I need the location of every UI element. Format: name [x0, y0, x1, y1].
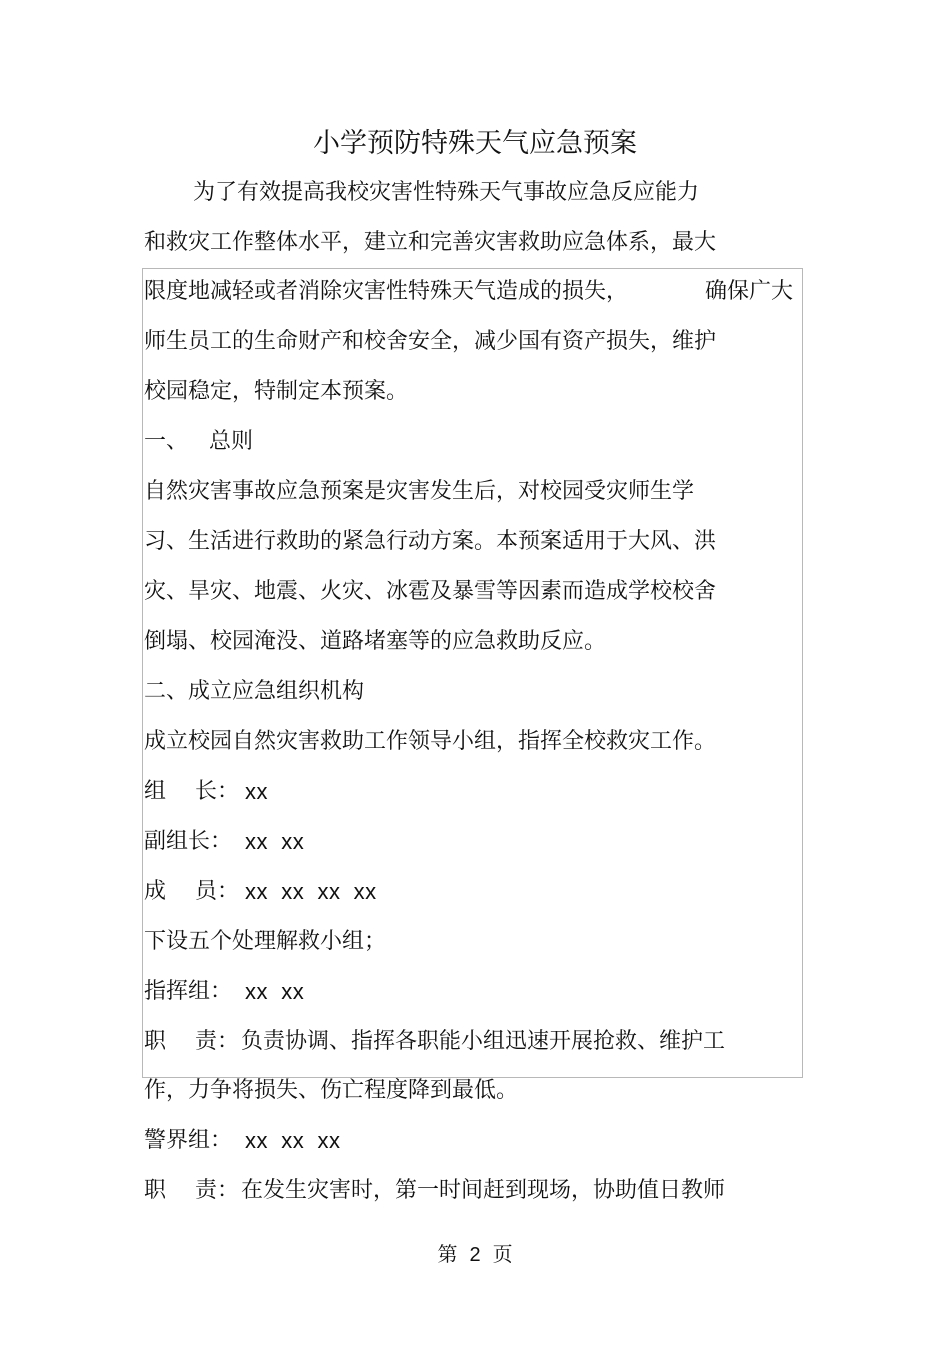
member-value: xx xx xx xx [245, 879, 377, 904]
guard-label: 警界组： [144, 1128, 233, 1153]
member-label-second: 员： [195, 879, 240, 904]
footer-prefix: 第 [437, 1242, 458, 1266]
intro-line-2: 和救灾工作整体水平，建立和完善灾害救助应急体系，最大 [144, 230, 717, 255]
leader-label-second: 长： [195, 779, 240, 804]
section1-line-1: 自然灾害事故应急预案是灾害发生后，对校园受灾师生学 [144, 479, 695, 504]
member-label-first: 成 [144, 879, 167, 904]
section1-line-2: 习、生活进行救助的紧急行动方案。本预案适用于大风、洪 [144, 529, 717, 554]
intro-line-5: 校园稳定，特制定本预案。 [144, 379, 409, 404]
duty1-text: 负责协调、指挥各职能小组迅速开展抢救、维护工 [241, 1029, 726, 1054]
intro-line-3: 限度地减轻或者消除灾害性特殊天气造成的损失， [144, 279, 629, 304]
leader-value: xx [245, 779, 268, 804]
leader-label-first: 组 [144, 779, 167, 804]
intro-line-1: 为了有效提高我校灾害性特殊天气事故应急反应能力 [193, 180, 700, 205]
duty2-text: 在发生灾害时，第一时间赶到现场，协助值日教师 [241, 1178, 726, 1203]
footer-suffix: 页 [492, 1242, 513, 1266]
section1-line-3: 灾、旱灾、地震、火灾、冰雹及暴雪等因素而造成学校校舍 [144, 579, 717, 604]
duty2-label-first: 职 [144, 1178, 167, 1203]
section1-heading: 总则 [209, 429, 254, 454]
section2-heading: 二、成立应急组织机构 [144, 679, 365, 704]
duty2-label-second: 责： [195, 1178, 240, 1203]
duty1-continuation: 作，力争将损失、伤亡程度降到最低。 [144, 1078, 519, 1103]
subgroups-intro: 下设五个处理解救小组； [144, 929, 387, 954]
page-footer [0, 1239, 950, 1270]
section1-number: 一、 [144, 429, 189, 454]
guard-value: xx xx xx [245, 1128, 341, 1153]
page-number: 2 [469, 1244, 481, 1266]
deputy-label: 副组长： [144, 829, 233, 854]
section1-line-4: 倒塌、校园淹没、道路堵塞等的应急救助反应。 [144, 629, 607, 654]
intro-line-4: 师生员工的生命财产和校舍安全，减少国有资产损失，维护 [144, 329, 717, 354]
duty1-label-first: 职 [144, 1029, 167, 1054]
intro-line-3-tail: 确保广大 [705, 279, 794, 304]
section2-lead: 成立校园自然灾害救助工作领导小组，指挥全校救灾工作。 [144, 729, 717, 754]
duty1-label-second: 责： [195, 1029, 240, 1054]
command-label: 指挥组： [144, 979, 233, 1004]
document-title: 小学预防特殊天气应急预案 [313, 128, 637, 159]
deputy-value: xx xx [245, 829, 305, 854]
command-value: xx xx [245, 979, 305, 1004]
